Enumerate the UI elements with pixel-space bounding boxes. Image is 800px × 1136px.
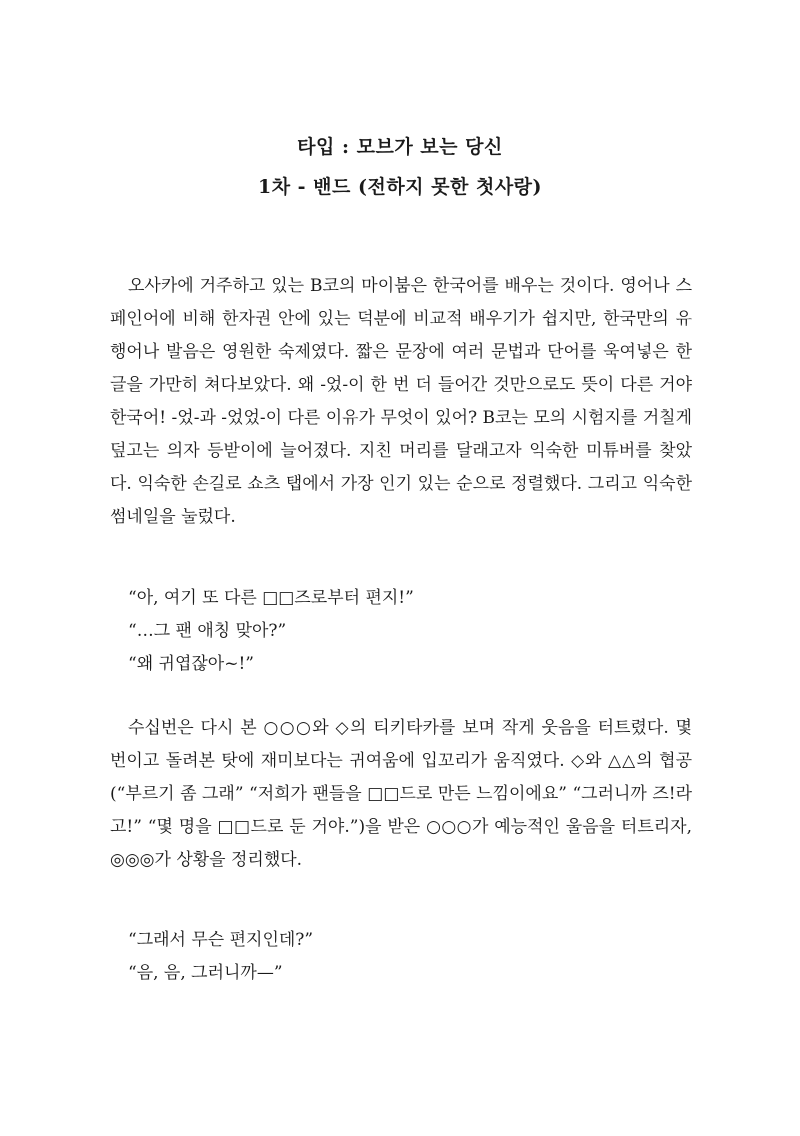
- body-paragraph-1: 오사카에 거주하고 있는 B코의 마이붐은 한국어를 배우는 것이다. 영어나 스페인어에 비해 한자권 안에 있는 덕분에 비교적 배우기가 쉽지만, 한국만의 유행어나 발음은 영원한 숙제였다. 짧은 문장에 여러 문법과 단어를 욱여넣은 한글을 가만히 쳐다보았다. 왜 -었-이 한 번 더 들어간 것만으로도 뜻이 다른 거야 한국어! -었-과 -었었-이 다른 이유가 무엇이 있어? B코는 모의 시험지를 거칠게 덮고는 의자 등받이에 늘어졌다. 지친 머리를 달래고자 익숙한 미튜버를 찾았다. 익숙한 손길로 쇼츠 탭에서 가장 인기 있는 순으로 정렬했다. 그리고 익숙한 썸네일을 눌렀다.: [110, 276, 692, 527]
- dialog-line: “…그 팬 애칭 맞아?”: [128, 621, 287, 641]
- dialog-line: “아, 여기 또 다른 □□즈로부터 편지!”: [128, 588, 414, 608]
- document-subtitle: 1차 - 밴드 (전하지 못한 첫사랑): [257, 176, 543, 198]
- body-paragraph-2: 수십번은 다시 본 ○○○와 ◇의 티키타카를 보며 작게 웃음을 터트렸다. 몇 번이고 돌려본 탓에 재미보다는 귀여움에 입꼬리가 움직였다. ◇와 △△의 협공(“부르기 좀 그래” “저희가 팬들을 □□드로 만든 느낌이에요” “그러니까 즈!라고!” “몇 명을 □□드로 둔 거야.”)을 받은 ○○○가 예능적인 울음을 터트리자, ◎◎◎가 상황을 정리했다.: [110, 718, 692, 870]
- dialog-line: “왜 귀엽잖아~!”: [128, 654, 254, 674]
- dialog-line: “그래서 무슨 편지인데?”: [128, 930, 314, 950]
- dialog-block-1: [128, 582, 414, 681]
- document-title: 타입 : 모브가 보는 당신: [297, 136, 503, 158]
- dialog-line: “음, 음, 그러니까—”: [128, 963, 283, 983]
- dialog-block-2: [128, 924, 313, 990]
